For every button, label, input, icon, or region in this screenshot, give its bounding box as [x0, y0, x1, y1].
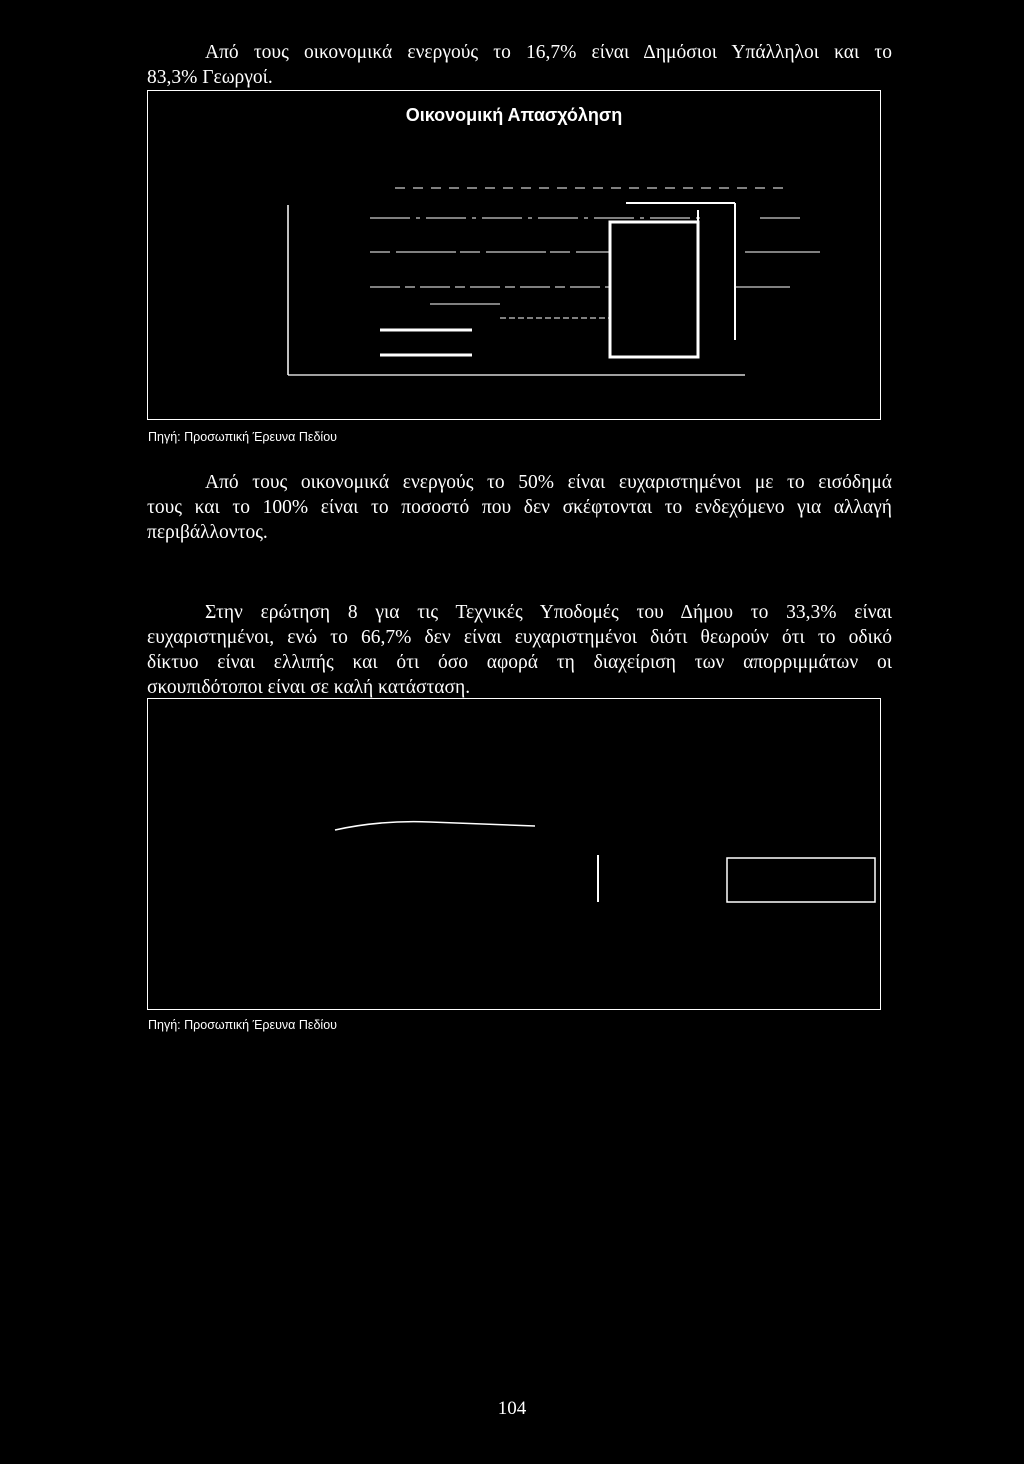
paragraph-income — [147, 470, 892, 545]
chart-source: Πηγή: Προσωπική Έρευνα Πεδίου — [148, 1018, 337, 1032]
text-line: περιβάλλοντος. — [147, 522, 268, 543]
page-number: 104 — [497, 1398, 527, 1419]
text-line: Από τους οικονομικά ενεργούς το 50% είναι ευχαριστημένοι με το εισόδημά — [205, 472, 892, 493]
chart1-plot-area — [288, 188, 820, 375]
text-line: δίκτυο είναι ελλιπής και ότι όσο αφορά τη διαχείριση των απορριμμάτων οι — [147, 652, 892, 673]
chart-source: Πηγή: Προσωπική Έρευνα Πεδίου — [148, 430, 337, 444]
text-line: σκουπιδότοποι είναι σε καλή κατάσταση. — [147, 677, 471, 698]
text-line: Από τους οικονομικά ενεργούς το 16,7% είναι Δημόσιοι Υπάλληλοι και το — [205, 42, 892, 63]
chart1-bar-large — [610, 222, 698, 357]
text-line: Στην ερώτηση 8 για τις Τεχνικές Υποδομές του Δήμου το 33,3% είναι — [205, 602, 892, 623]
chart-frame-infrastructure — [147, 698, 881, 1010]
text-line: ευχαριστημένοι, ενώ το 66,7% δεν είναι ευχαριστημένοι διότι θεωρούν ότι το οδικό — [147, 627, 892, 648]
paragraph-infrastructure — [147, 600, 892, 700]
chart-title: Οικονομική Απασχόληση — [405, 105, 623, 125]
text-line: τους και το 100% είναι το ποσοστό που δεν σκέφτονται το ενδεχόμενο για αλλαγή — [147, 497, 892, 518]
text-line: 83,3% Γεωργοί. — [147, 67, 273, 88]
